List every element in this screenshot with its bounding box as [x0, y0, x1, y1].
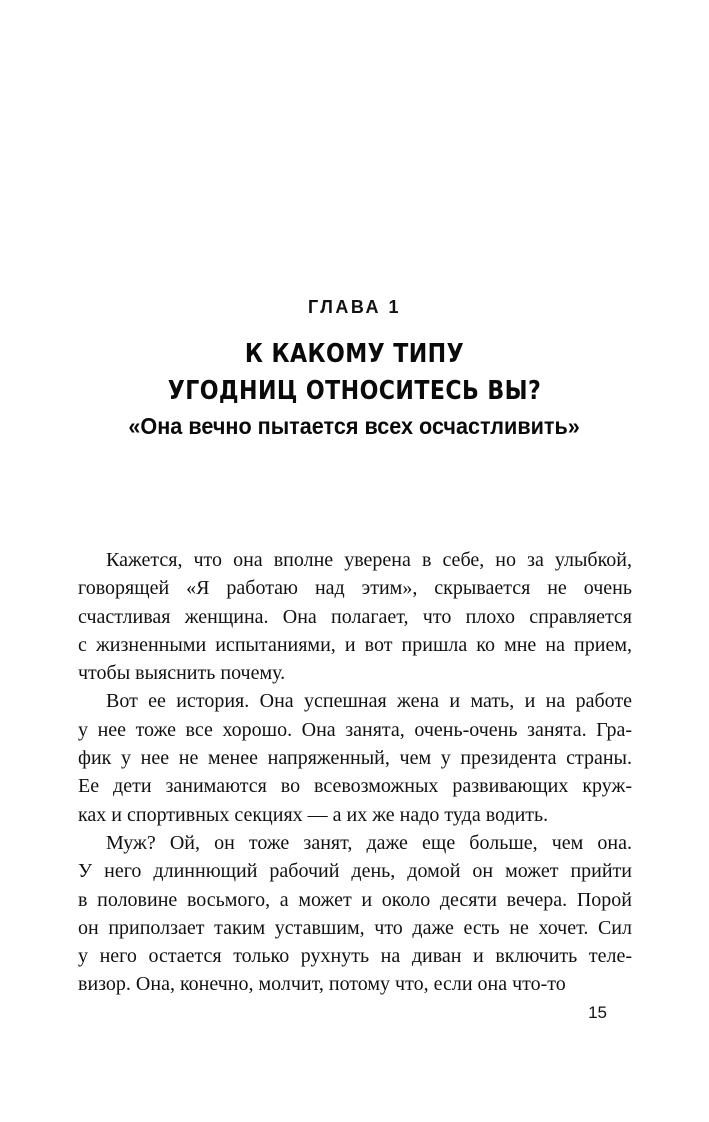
body-line: У него длиннющий рабочий день, домой он может прийти [78, 860, 632, 883]
body-line: у него остается только рухнуть на диван и включить теле- [78, 945, 632, 968]
page-number: 15 [588, 1003, 607, 1022]
body-line: Муж? Ой, он тоже занят, даже еще больше, чем она. [106, 831, 632, 854]
chapter-subtitle-text: «Она вечно пытается всех осчастливить» [128, 413, 581, 439]
body-line: с жизненными испытаниями, и вот пришла ко мне на прием, [78, 633, 632, 656]
chapter-title [0, 336, 709, 410]
body-line: чтобы выяснить почему. [78, 662, 286, 685]
chapter-label: ГЛАВА 1 [308, 297, 401, 317]
body-line: визор. Она, конечно, молчит, потому что, если она что-то [78, 973, 566, 996]
body-line: говорящей «Я работаю над этим», скрывается не очень [78, 577, 632, 600]
body-line: Вот ее история. Она успешная жена и мать, и на работе [106, 690, 632, 713]
chapter-title-line-1: К КАКОМУ ТИПУ [244, 339, 465, 369]
body-line: в половине восьмого, а может и около десяти вечера. Порой [78, 888, 632, 911]
chapter-title-line-2: УГОДНИЦ ОТНОСИТЕСЬ ВЫ? [167, 376, 542, 406]
body-line: Кажется, что она вполне уверена в себе, но за улыбкой, [106, 549, 632, 571]
body-line: у нее тоже все хорошо. Она занята, очень-очень занята. Гра- [78, 718, 632, 741]
body-line: счастливая женщина. Она полагает, что плохо справляется [78, 605, 632, 628]
body-line: фик у нее не менее напряженный, чем у президента страны. [78, 747, 632, 770]
body-line: ках и спортивных секциях — а их же надо туда водить. [78, 803, 549, 826]
body-text [78, 546, 632, 999]
chapter-subtitle [0, 413, 709, 439]
body-line: он приползает таким уставшим, что даже есть не хочет. Сил [78, 916, 632, 939]
body-line: Ее дети занимаются во всевозможных развивающих круж- [78, 775, 632, 798]
